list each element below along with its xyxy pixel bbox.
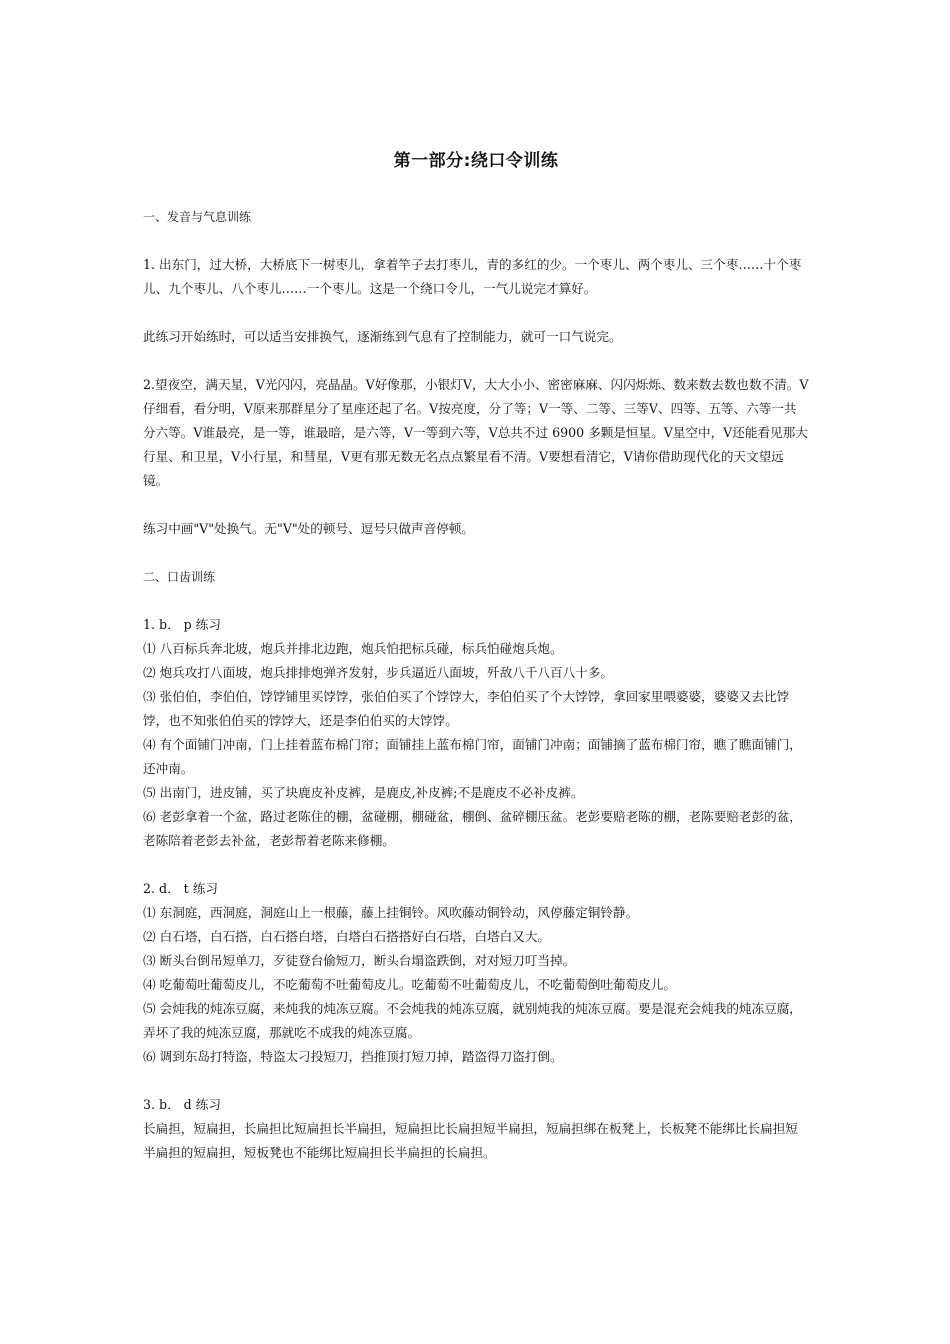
list-item: ⑴ 八百标兵奔北坡，炮兵并排北边跑，炮兵怕把标兵碰，标兵怕碰炮兵炮。: [143, 641, 563, 656]
list-item: ⑶ 张伯伯，李伯伯，饽饽铺里买饽饽，张伯伯买了个饽饽大，李伯伯买了个大饽饽，拿回家里喂婆婆，婆婆又去比饽饽，也不知张伯伯买的饽饽大，还是李伯伯买的大饽饽。: [143, 689, 790, 728]
exercise-note: 练习中画"V"处换气。无"V"处的顿号、逗号只做声音停顿。: [143, 521, 475, 536]
list-item: ⑹ 调到东岛打特盗，特盗太刁投短刀，挡推顶打短刀掉，踏盗得刀盗打倒。: [143, 1049, 563, 1064]
section-heading: 一、发音与气息训练: [143, 210, 252, 224]
list-item: ⑷ 吃葡萄吐葡萄皮儿，不吃葡萄不吐葡萄皮儿。吃葡萄不吐葡萄皮儿，不吃葡萄倒吐葡萄皮儿。: [143, 977, 676, 992]
exercise-paragraph: 2.望夜空，满天星，V光闪闪，亮晶晶。V好像那，小银灯V，大大小小、密密麻麻、闪闪烁烁、数来数去数也数不清。V仔细看，看分明，V原来那群星分了星座还起了名。V按亮度，分了等；V一等、二等、三等V、四等、五等、六等一共分六等。V谁最亮，是一等，谁最暗，是六等，V一等到六等，V总共不过 6900 多颗是恒星。V星空中，V还能看见那大行星、和卫星，V小行星，和彗星，V更有那无数无名点点繁星看不清。V要想看清它，V请你借助现代化的天文望远镜。: [143, 377, 809, 488]
list-item: 长扁担，短扁担，长扁担比短扁担长半扁担，短扁担比长扁担短半扁担，短扁担绑在板凳上，长板凳不能绑比长扁担短半扁担的短扁担，短板凳也不能绑比短扁担长半扁担的长扁担。: [143, 1121, 798, 1160]
list-item: ⑵ 炮兵攻打八面坡，炮兵排排炮弹齐发射，步兵逼近八面坡，歼敌八千八百八十多。: [143, 665, 613, 680]
list-item: ⑶ 断头台倒吊短单刀，歹徒登台偷短刀，断头台塌盗跌倒，对对短刀叮当掉。: [143, 953, 576, 968]
list-item: ⑴ 东洞庭，西洞庭，洞庭山上一根藤，藤上挂铜铃。风吹藤动铜铃动，风停藤定铜铃静。: [143, 905, 639, 920]
document-body: [143, 146, 809, 1165]
page-title: 第一部分:绕口令训练: [393, 151, 559, 171]
list-item: ⑷ 有个面铺门冲南，门上挂着蓝布棉门帘；面铺挂上蓝布棉门帘，面铺门冲南；面铺摘了蓝布棉门帘，瞧了瞧面铺门，还冲南。: [143, 737, 802, 776]
list-item: ⑸ 出南门，进皮铺，买了块鹿皮补皮裤，是鹿皮,补皮裤;不是鹿皮不必补皮裤。: [143, 785, 584, 800]
group-title: 3. b． d 练习: [143, 1097, 221, 1112]
list-item: ⑵ 白石塔，白石搭，白石搭白塔，白塔白石搭搭好白石塔，白塔白又大。: [143, 929, 551, 944]
exercise-paragraph: 1. 出东门，过大桥，大桥底下一树枣儿，拿着竿子去打枣儿，青的多红的少。一个枣儿、两个枣儿、三个枣……十个枣儿、九个枣儿、八个枣儿……一个枣儿。这是一个绕口令儿，一气儿说完才算好。: [143, 257, 802, 296]
spacer: [143, 853, 809, 877]
list-item: ⑸ 会炖我的炖冻豆腐，来炖我的炖冻豆腐。不会炖我的炖冻豆腐，就别炖我的炖冻豆腐。要是混充会炖我的炖冻豆腐，弄坏了我的炖冻豆腐，那就吃不成我的炖冻豆腐。: [143, 1001, 802, 1040]
spacer: [143, 1069, 809, 1093]
group-title: 2. d． t 练习: [143, 881, 218, 896]
exercise-note: 此练习开始练时，可以适当安排换气，逐渐练到气息有了控制能力，就可一口气说完。: [143, 329, 622, 344]
section-heading: 二、口齿训练: [143, 570, 216, 584]
group-title: 1. b． p 练习: [143, 617, 221, 632]
list-item: ⑹ 老彭拿着一个盆，路过老陈住的棚，盆碰棚，棚碰盆，棚倒、盆碎棚压盆。老彭要赔老陈的棚，老陈要赔老彭的盆，老陈陪着老彭去补盆，老彭帮着老陈来修棚。: [143, 809, 802, 848]
